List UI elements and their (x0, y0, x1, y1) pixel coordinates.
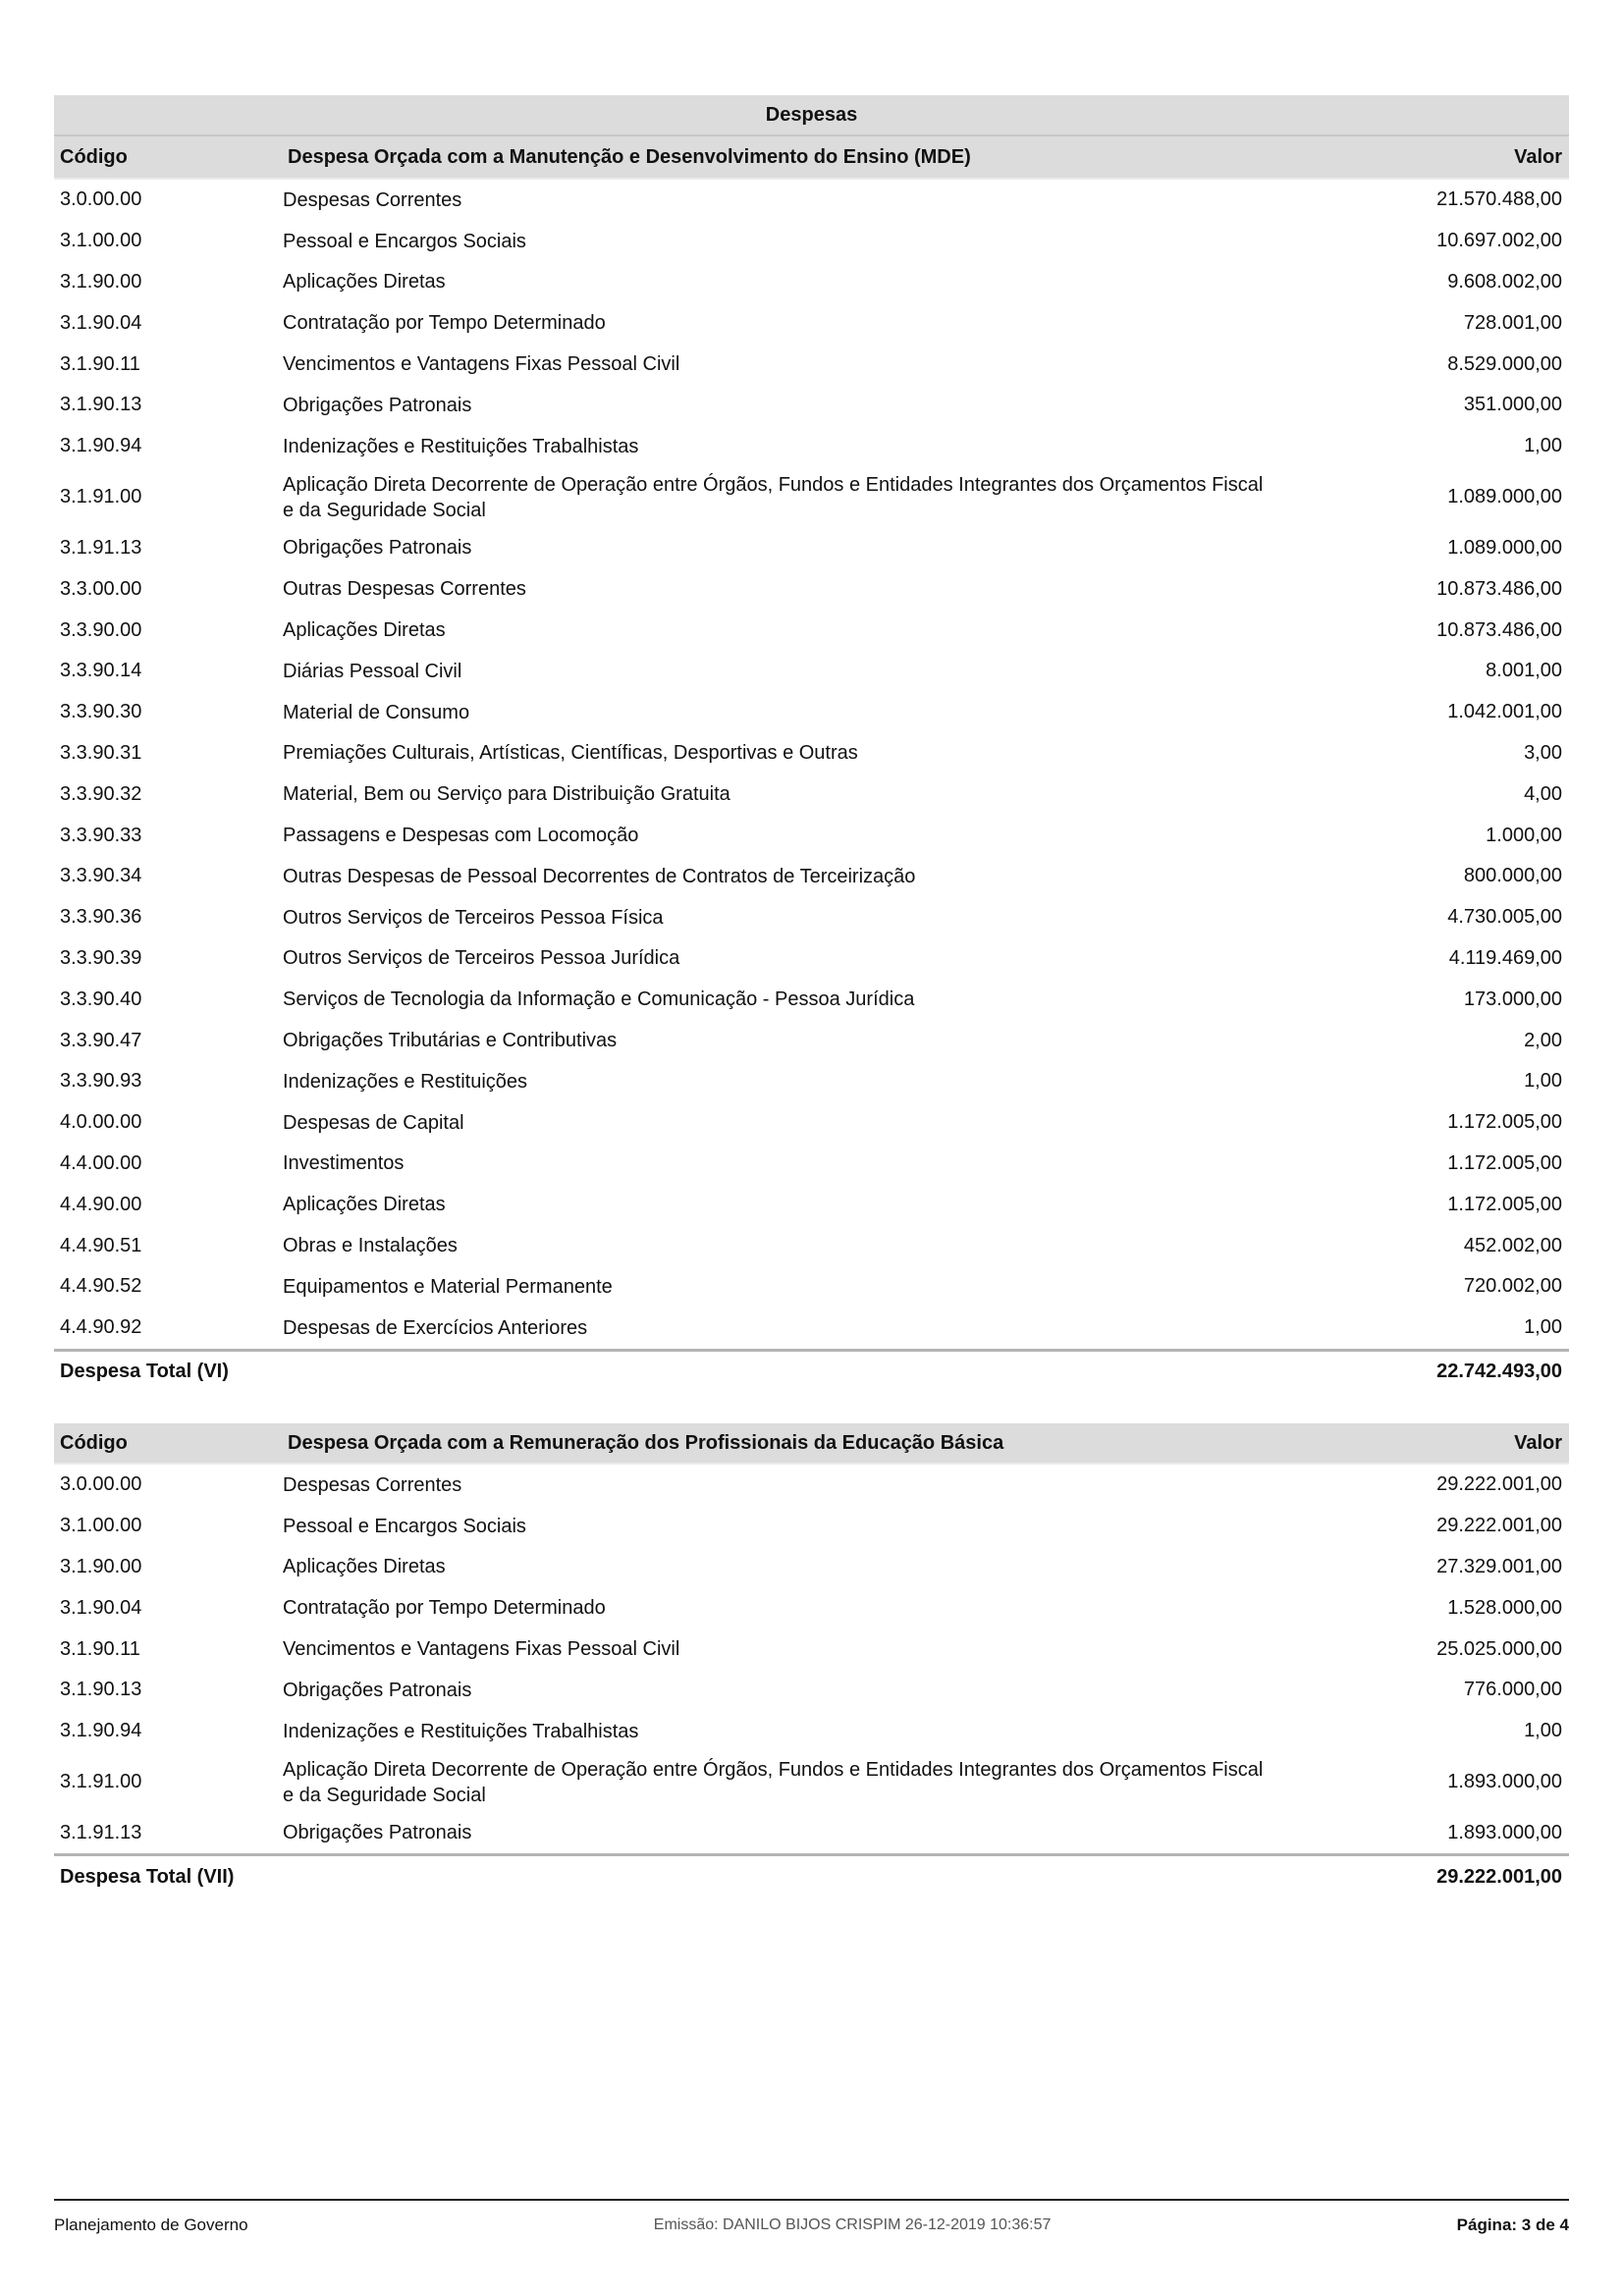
header-value: Valor (1514, 145, 1562, 168)
row-description: Obras e Instalações (283, 1235, 458, 1257)
section-title: Despesas (54, 95, 1569, 136)
table-row (54, 1752, 1569, 1813)
row-code: 3.1.90.94 (60, 435, 142, 457)
row-description: Diárias Pessoal Civil (283, 660, 462, 682)
row-value: 800.000,00 (1463, 865, 1562, 887)
table-row (54, 1711, 1569, 1752)
footer-org: Planejamento de Governo (54, 2216, 248, 2234)
row-description: Despesas Correntes (283, 188, 462, 211)
row-description: Premiações Culturais, Artísticas, Científicas, Desportivas e Outras (283, 742, 858, 765)
total-row (54, 1856, 1569, 1897)
table-row (54, 897, 1569, 938)
row-description: Pessoal e Encargos Sociais (283, 1515, 526, 1537)
header-value: Valor (1514, 1431, 1562, 1454)
row-description: Indenizações e Restituições Trabalhistas (283, 435, 639, 457)
table-row (54, 651, 1569, 692)
row-code: 3.1.00.00 (60, 230, 142, 252)
table-row (54, 774, 1569, 815)
row-value: 1.000,00 (1486, 824, 1562, 846)
row-value: 1.172.005,00 (1447, 1111, 1562, 1134)
footer-page-number: Página: 3 de 4 (1456, 2216, 1569, 2234)
row-code: 3.1.00.00 (60, 1515, 142, 1537)
row-description: Contratação por Tempo Determinado (283, 312, 606, 335)
row-value: 4,00 (1524, 782, 1562, 805)
table-row (54, 1308, 1569, 1349)
row-description: Despesas Correntes (283, 1473, 462, 1496)
table-row (54, 610, 1569, 651)
table-row (54, 856, 1569, 897)
footer-emission: Emissão: DANILO BIJOS CRISPIM 26-12-2019 10:36:57 (653, 2216, 1052, 2233)
row-code: 3.1.91.00 (60, 1771, 142, 1793)
row-code: 3.1.90.11 (60, 352, 140, 375)
table-row (54, 568, 1569, 610)
row-code: 4.4.90.00 (60, 1193, 142, 1215)
row-description: Obrigações Patronais (283, 537, 472, 560)
row-code: 3.3.90.36 (60, 906, 142, 929)
row-code: 3.1.90.04 (60, 311, 142, 334)
table-header (54, 136, 1569, 180)
row-value: 351.000,00 (1463, 394, 1562, 416)
row-value: 1.172.005,00 (1447, 1151, 1562, 1174)
row-value: 3,00 (1524, 741, 1562, 764)
table-row (54, 692, 1569, 733)
row-value: 776.000,00 (1463, 1679, 1562, 1701)
header-description: Despesa Orçada com a Manutenção e Desenvolvimento do Ensino (MDE) (288, 145, 971, 168)
table-row (54, 1629, 1569, 1670)
table-row (54, 1547, 1569, 1588)
table-row (54, 426, 1569, 467)
row-code: 3.3.90.47 (60, 1029, 142, 1051)
total-label: Despesa Total (VI) (60, 1361, 229, 1383)
row-code: 3.3.90.93 (60, 1070, 142, 1093)
row-description: Despesas de Exercícios Anteriores (283, 1316, 588, 1339)
row-code: 3.3.90.14 (60, 660, 142, 682)
table-row (54, 262, 1569, 303)
row-description: Aplicação Direta Decorrente de Operação entre Órgãos, Fundos e Entidades Integrantes dos Orçamentos Fiscal e da Seguridade Social (283, 473, 1264, 521)
row-description: Vencimentos e Vantagens Fixas Pessoal Civil (283, 353, 680, 376)
table-row (54, 1020, 1569, 1061)
row-code: 3.1.90.00 (60, 270, 142, 293)
row-value: 1,00 (1524, 1316, 1562, 1339)
row-value: 21.570.488,00 (1436, 188, 1562, 211)
table-row (54, 1465, 1569, 1506)
row-value: 2,00 (1524, 1029, 1562, 1051)
row-description: Indenizações e Restituições Trabalhistas (283, 1720, 639, 1742)
fundeb-expense-table (54, 1423, 1569, 1897)
row-value: 10.873.486,00 (1436, 577, 1562, 600)
row-code: 3.0.00.00 (60, 1473, 142, 1496)
page-footer (54, 2211, 1569, 2240)
row-code: 3.0.00.00 (60, 188, 142, 211)
table-row (54, 302, 1569, 344)
total-label: Despesa Total (VII) (60, 1865, 235, 1888)
table-row (54, 1813, 1569, 1854)
row-value: 1.893.000,00 (1447, 1821, 1562, 1843)
row-value: 27.329.001,00 (1436, 1555, 1562, 1577)
row-value: 728.001,00 (1463, 311, 1562, 334)
table-row (54, 221, 1569, 262)
row-value: 1.042.001,00 (1447, 701, 1562, 723)
row-description: Outras Despesas de Pessoal Decorrentes de Contratos de Terceirização (283, 865, 916, 887)
row-code: 4.4.90.52 (60, 1275, 142, 1298)
row-value: 720.002,00 (1463, 1275, 1562, 1298)
row-code: 3.3.90.32 (60, 782, 142, 805)
table-row (54, 1506, 1569, 1547)
row-value: 4.730.005,00 (1447, 906, 1562, 929)
row-description: Pessoal e Encargos Sociais (283, 230, 526, 252)
table-row (54, 1670, 1569, 1711)
mde-expense-table (54, 95, 1569, 1393)
table-row (54, 344, 1569, 385)
row-description: Serviços de Tecnologia da Informação e Comunicação - Pessoa Jurídica (283, 988, 915, 1011)
row-description: Obrigações Patronais (283, 1679, 472, 1701)
row-description: Obrigações Patronais (283, 394, 472, 416)
row-value: 1,00 (1524, 435, 1562, 457)
row-code: 3.1.90.94 (60, 1720, 142, 1742)
table-row (54, 733, 1569, 774)
table-row (54, 528, 1569, 569)
row-value: 8.529.000,00 (1447, 352, 1562, 375)
header-code: Código (60, 145, 128, 168)
row-code: 3.1.90.04 (60, 1596, 142, 1619)
table-row (54, 1102, 1569, 1144)
row-value: 1.089.000,00 (1447, 486, 1562, 508)
row-code: 3.3.90.34 (60, 865, 142, 887)
row-code: 4.4.00.00 (60, 1151, 142, 1174)
row-value: 29.222.001,00 (1436, 1473, 1562, 1496)
row-description: Despesas de Capital (283, 1111, 464, 1134)
row-description: Material, Bem ou Serviço para Distribuição Gratuita (283, 783, 730, 806)
row-code: 4.4.90.51 (60, 1234, 142, 1256)
row-value: 10.873.486,00 (1436, 618, 1562, 641)
table-body (54, 1465, 1569, 1853)
table-row (54, 979, 1569, 1020)
row-value: 1.172.005,00 (1447, 1193, 1562, 1215)
row-description: Indenizações e Restituições (283, 1070, 528, 1093)
row-code: 3.1.90.00 (60, 1555, 142, 1577)
header-code: Código (60, 1431, 128, 1454)
row-value: 452.002,00 (1463, 1234, 1562, 1256)
row-value: 29.222.001,00 (1436, 1515, 1562, 1537)
row-description: Outros Serviços de Terceiros Pessoa Jurídica (283, 947, 680, 970)
table-header (54, 1423, 1569, 1465)
row-description: Aplicações Diretas (283, 271, 446, 294)
row-description: Obrigações Patronais (283, 1822, 472, 1844)
row-value: 4.119.469,00 (1448, 946, 1562, 969)
row-description: Aplicações Diretas (283, 1556, 446, 1578)
row-description: Aplicação Direta Decorrente de Operação entre Órgãos, Fundos e Entidades Integrantes dos Orçamentos Fiscal e da Seguridade Social (283, 1758, 1264, 1806)
row-value: 173.000,00 (1463, 988, 1562, 1010)
row-description: Outros Serviços de Terceiros Pessoa Física (283, 906, 664, 929)
row-code: 3.3.90.40 (60, 988, 142, 1010)
table-row (54, 467, 1569, 528)
row-code: 3.1.91.13 (60, 1821, 142, 1843)
row-code: 3.3.90.31 (60, 741, 142, 764)
footer-divider (54, 2199, 1569, 2201)
row-description: Material de Consumo (283, 701, 470, 723)
row-description: Contratação por Tempo Determinado (283, 1597, 606, 1620)
row-value: 1.528.000,00 (1447, 1596, 1562, 1619)
row-code: 3.3.90.00 (60, 618, 142, 641)
row-value: 9.608.002,00 (1447, 270, 1562, 293)
table-row (54, 1184, 1569, 1225)
row-value: 10.697.002,00 (1436, 230, 1562, 252)
table-row (54, 1225, 1569, 1266)
row-code: 3.1.90.13 (60, 1679, 142, 1701)
table-row (54, 385, 1569, 426)
total-value: 29.222.001,00 (1436, 1865, 1562, 1888)
row-description: Obrigações Tributárias e Contributivas (283, 1030, 618, 1052)
table-row (54, 180, 1569, 221)
row-code: 3.1.91.00 (60, 486, 142, 508)
row-description: Equipamentos e Material Permanente (283, 1275, 613, 1298)
row-description: Vencimentos e Vantagens Fixas Pessoal Civil (283, 1638, 680, 1661)
table-row (54, 1061, 1569, 1102)
row-code: 4.0.00.00 (60, 1111, 142, 1134)
row-description: Aplicações Diretas (283, 619, 446, 642)
table-row (54, 815, 1569, 856)
row-code: 3.1.90.13 (60, 394, 142, 416)
row-code: 3.3.90.39 (60, 946, 142, 969)
table-row (54, 1144, 1569, 1185)
row-value: 1,00 (1524, 1720, 1562, 1742)
row-description: Passagens e Despesas com Locomoção (283, 825, 639, 847)
row-description: Aplicações Diretas (283, 1194, 446, 1216)
row-code: 3.3.00.00 (60, 577, 142, 600)
table-row (54, 938, 1569, 980)
table-row (54, 1587, 1569, 1629)
row-value: 1.089.000,00 (1447, 536, 1562, 559)
row-value: 1.893.000,00 (1447, 1771, 1562, 1793)
row-code: 3.1.91.13 (60, 536, 142, 559)
row-code: 3.3.90.33 (60, 824, 142, 846)
total-row (54, 1352, 1569, 1393)
row-value: 8.001,00 (1486, 660, 1562, 682)
table-row (54, 1266, 1569, 1308)
table-body (54, 180, 1569, 1349)
total-value: 22.742.493,00 (1436, 1361, 1562, 1383)
row-value: 1,00 (1524, 1070, 1562, 1093)
row-value: 25.025.000,00 (1436, 1637, 1562, 1660)
row-code: 3.1.90.11 (60, 1637, 140, 1660)
row-code: 3.3.90.30 (60, 701, 142, 723)
row-description: Outras Despesas Correntes (283, 578, 526, 601)
header-description: Despesa Orçada com a Remuneração dos Profissionais da Educação Básica (288, 1431, 1004, 1454)
row-code: 4.4.90.92 (60, 1316, 142, 1339)
row-description: Investimentos (283, 1152, 405, 1175)
